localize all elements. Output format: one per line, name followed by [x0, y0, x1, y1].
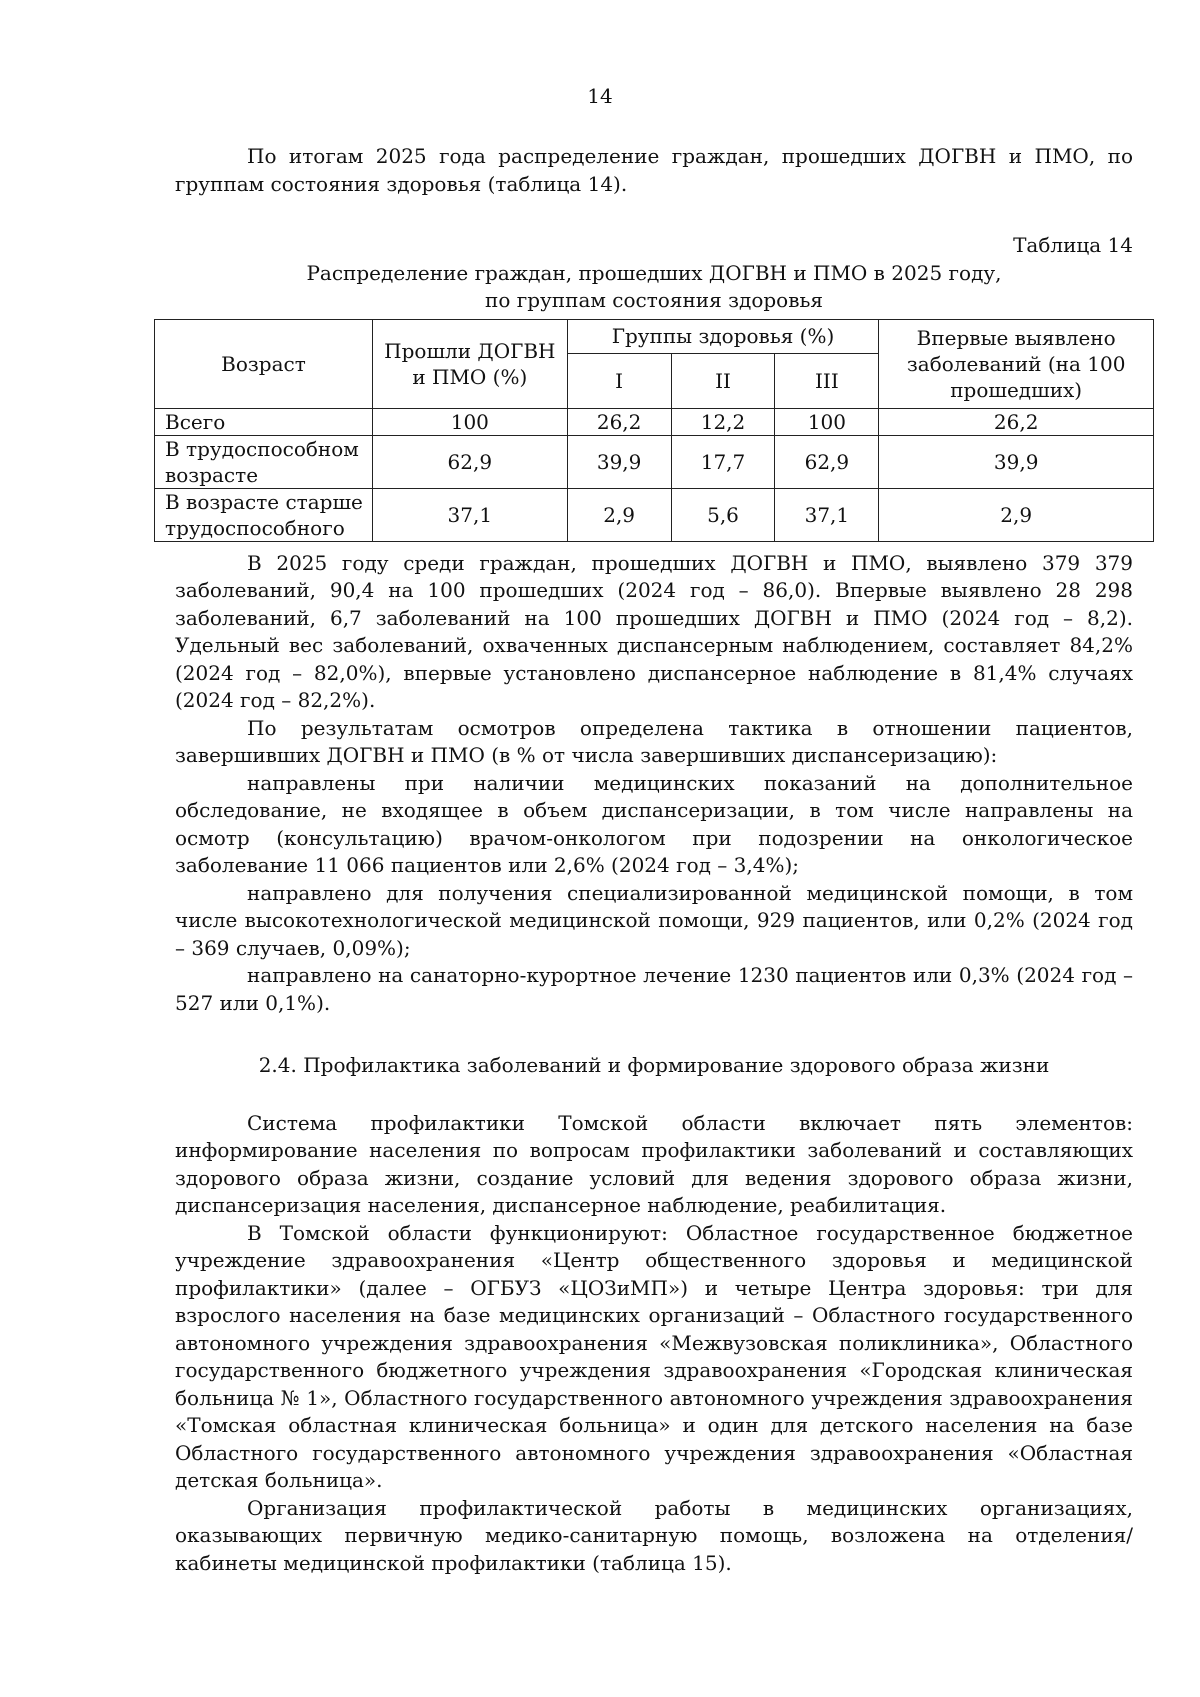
- row-group-3: 62,9: [775, 435, 879, 488]
- row-group-1: 39,9: [567, 435, 671, 488]
- header-group-3: III: [775, 353, 879, 408]
- body-paragraph: направлено на санаторно-курортное лечение 1230 пациентов или 0,3% (2024 год – 527 или 0,1%).: [175, 963, 1133, 1015]
- row-group-1: 2,9: [567, 488, 671, 541]
- row-first-detected: 26,2: [879, 408, 1154, 435]
- header-passed: Прошли ДОГВН и ПМО (%): [372, 319, 567, 408]
- row-group-2: 5,6: [671, 488, 775, 541]
- row-group-1: 26,2: [567, 408, 671, 435]
- row-group-3: 37,1: [775, 488, 879, 541]
- table-row: [155, 488, 1154, 541]
- body-paragraph: направлены при наличии медицинских показаний на дополнительное обследование, не входящее в объем диспансеризации, в том числе направлены на осмотр (консультацию) врачом-онкологом при подозрении на онкологическое заболевание 11 066 пациентов или 2,6% (2024 год – 3,4%);: [175, 770, 1133, 877]
- table-title-line1: Распределение граждан, прошедших ДОГВН и ПМО в 2025 году,: [306, 260, 1002, 285]
- row-first-detected: 2,9: [879, 488, 1154, 541]
- body-paragraph: Организация профилактической работы в медицинских организациях, оказывающих первичную медико-санитарную помощь, возложена на отделения/кабинеты медицинской профилактики (таблица 15).: [175, 1495, 1133, 1575]
- body-paragraph: В 2025 году среди граждан, прошедших ДОГВН и ПМО, выявлено 379 379 заболеваний, 90,4 на 100 прошедших (2024 год – 86,0). Впервые выявлено 28 298 заболеваний, 6,7 заболеваний на 100 прошедших ДОГВН и ПМО (2024 год – 8,2). Удельный вес заболеваний, охваченных диспансерным наблюдением, составляет 84,2% (2024 год – 82,0%), впервые установлено диспансерное наблюдение в 81,4% случаях (2024 год – 82,2%).: [175, 550, 1133, 712]
- health-groups-table: [154, 319, 1154, 542]
- body-paragraph: Система профилактики Томской области включает пять элементов: информирование населения по вопросам профилактики заболеваний и составляющих здорового образа жизни, создание условий для ведения здорового образа жизни, диспансеризация населения, диспансерное наблюдение, реабилитация.: [175, 1110, 1133, 1217]
- body-paragraph: В Томской области функционируют: Областное государственное бюджетное учреждение здравоохранения «Центр общественного здоровья и медицинской профилактики» (далее – ОГБУЗ «ЦОЗиМП») и четыре Центра здоровья: три для взрослого населения на базе медицинских организаций – Областного государственного автономного учреждения здравоохранения «Межвузовская поликлиника», Областного государственного бюджетного учреждения здравоохранения «Городская клиническая больница № 1», Областного государственного автономного учреждения здравоохранения «Томская областная клиническая больница» и один для детского населения на базе Областного государственного автономного учреждения здравоохранения «Областная детская больница».: [175, 1220, 1133, 1492]
- row-passed: 37,1: [372, 488, 567, 541]
- section-heading: 2.4. Профилактика заболеваний и формирование здорового образа жизни: [258, 1053, 1050, 1077]
- table-header-row: [155, 319, 1154, 353]
- header-group-1: I: [567, 353, 671, 408]
- row-group-3: 100: [775, 408, 879, 435]
- table-row: [155, 408, 1154, 435]
- prevention-block: [175, 1110, 1133, 1578]
- table-title-line2: по группам состояния здоровья: [485, 288, 823, 312]
- header-age: Возраст: [155, 319, 373, 408]
- row-age: Всего: [155, 408, 373, 435]
- row-group-2: 12,2: [671, 408, 775, 435]
- header-group-2: II: [671, 353, 775, 408]
- body-paragraph: направлено для получения специализированной медицинской помощи, в том числе высокотехнологической медицинской помощи, 929 пациентов, или 0,2% (2024 год – 369 случаев, 0,09%);: [175, 880, 1133, 960]
- results-block: [175, 550, 1133, 1018]
- row-passed: 62,9: [372, 435, 567, 488]
- row-age: В трудоспособном возрасте: [155, 435, 373, 488]
- row-first-detected: 39,9: [879, 435, 1154, 488]
- page-content: [165, 143, 1133, 1577]
- row-passed: 100: [372, 408, 567, 435]
- table-row: [155, 435, 1154, 488]
- page-number: 14: [587, 84, 613, 108]
- body-paragraph: По результатам осмотров определена тактика в отношении пациентов, завершивших ДОГВН и ПМО (в % от числа завершивших диспансеризацию):: [175, 715, 1133, 767]
- header-first-detected: Впервые выявлено заболеваний (на 100 прошедших): [879, 319, 1154, 408]
- row-group-2: 17,7: [671, 435, 775, 488]
- table-label: Таблица 14: [1013, 233, 1133, 257]
- intro-paragraph: По итогам 2025 года распределение граждан, прошедших ДОГВН и ПМО, по группам состояния здоровья (таблица 14).: [175, 144, 1133, 196]
- header-groups: Группы здоровья (%): [567, 319, 879, 353]
- row-age: В возрасте старше трудоспособного: [155, 488, 373, 541]
